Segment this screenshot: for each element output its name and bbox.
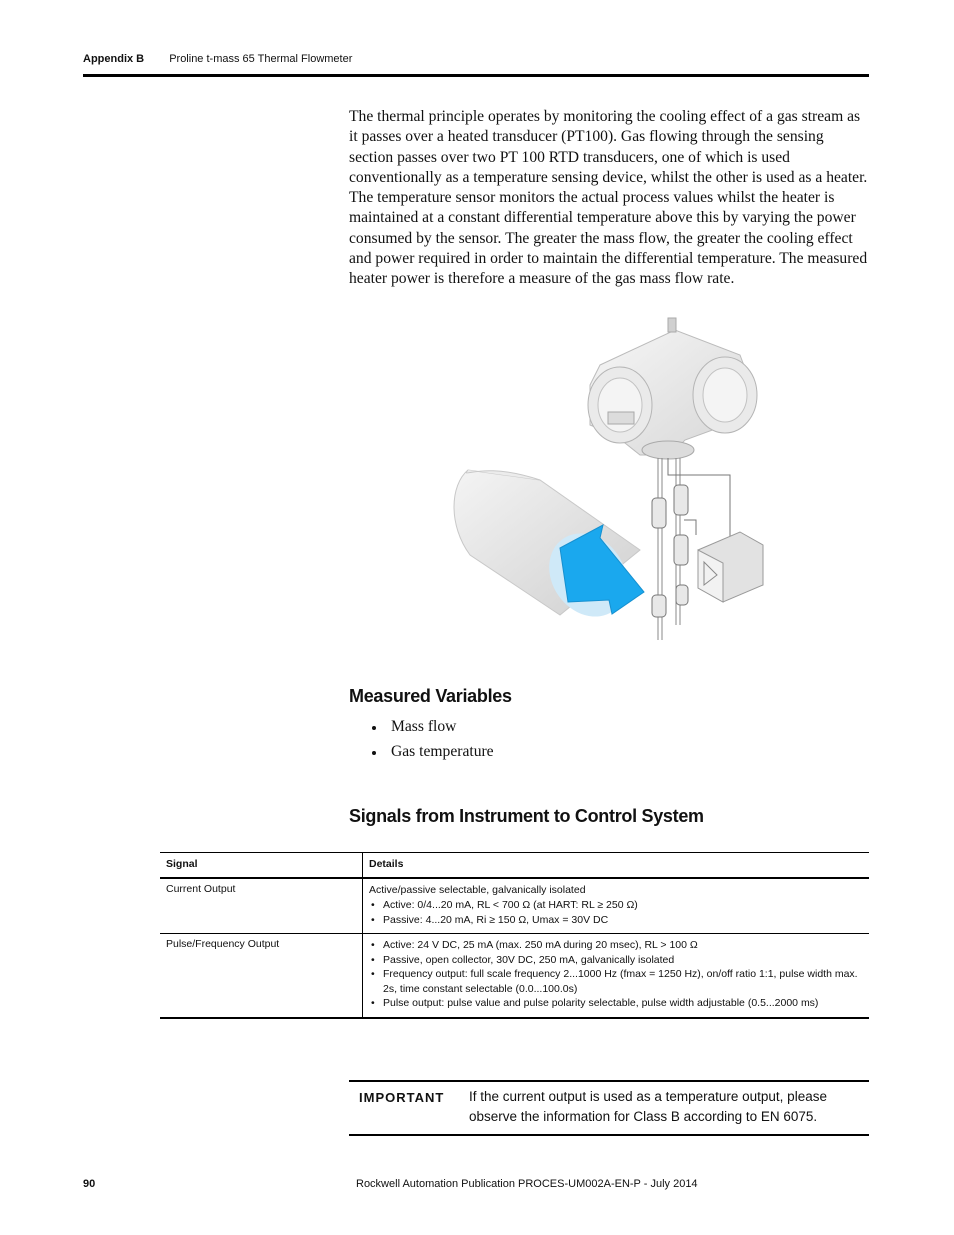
important-label: IMPORTANT bbox=[359, 1090, 445, 1105]
important-callout bbox=[349, 1080, 869, 1136]
table-row bbox=[160, 934, 869, 1019]
measured-variables-heading: Measured Variables bbox=[349, 686, 512, 706]
details-cell bbox=[363, 934, 869, 1017]
publication-footer: Rockwell Automation Publication PROCES-UM002A-EN-P - July 2014 bbox=[356, 1178, 698, 1190]
header-title: Proline t-mass 65 Thermal Flowmeter bbox=[169, 53, 353, 65]
details-cell bbox=[363, 879, 869, 933]
header-rule bbox=[83, 74, 869, 77]
signal-cell: Current Output bbox=[160, 879, 363, 933]
detail-item: • Active: 24 V DC, 25 mA (max. 250 mA during 20 msec), RL > 100 Ω bbox=[369, 938, 863, 953]
measured-variables-list bbox=[372, 716, 494, 766]
table-header-row bbox=[160, 852, 869, 879]
detail-item: • Frequency output: full scale frequency 2...1000 Hz (fmax = 1250 Hz), on/off ratio 1:1, pulse width max. 2s, time constant selectable (0.0...100.0s) bbox=[369, 967, 863, 996]
signals-heading: Signals from Instrument to Control System bbox=[349, 806, 704, 826]
table-row bbox=[160, 879, 869, 934]
transmitter-housing bbox=[588, 318, 757, 459]
detail-item: • Pulse output: pulse value and pulse polarity selectable, pulse width adjustable (0.5...2000 ms) bbox=[369, 996, 863, 1011]
detail-item: • Passive, open collector, 30V DC, 250 mA, galvanically isolated bbox=[369, 953, 863, 968]
list-item: Mass flow bbox=[372, 716, 494, 741]
page-number: 90 bbox=[83, 1178, 96, 1190]
detail-item: • Passive: 4...20 mA, Ri ≥ 150 Ω, Umax = 30V DC bbox=[369, 913, 863, 928]
details-lead: Active/passive selectable, galvanically isolated bbox=[369, 884, 586, 896]
appendix-label: Appendix B bbox=[83, 53, 145, 65]
column-header-details: Details bbox=[369, 858, 404, 870]
important-text: If the current output is used as a temperature output, please observe the information for Class B according to EN 6075. bbox=[469, 1089, 827, 1124]
intro-paragraph: The thermal principle operates by monitoring the cooling effect of a gas stream as it passes over a heated transducer (PT100). Gas flowing through the sensing section passes over two PT 100 RTD transducers, one of which is used conventionally as a temperature sensing device, whilst the other is used as a heater. The temperature sensor monitors the actual process values whilst the heater is maintained at a constant differential temperature above this by varying the power consumed by the sensor. The greater the mass flow, the greater the cooling effect and power required in order to maintain the differential temperature. The measured heater power is therefore a measure of the gas mass flow rate. bbox=[349, 108, 868, 288]
signals-table bbox=[160, 852, 869, 1019]
flowmeter-diagram-svg bbox=[440, 310, 780, 650]
list-item: Gas temperature bbox=[372, 741, 494, 766]
detail-item: • Active: 0/4...20 mA, RL < 700 Ω (at HART: RL ≥ 250 Ω) bbox=[369, 898, 863, 913]
thermal-flowmeter-illustration bbox=[440, 310, 780, 650]
running-header bbox=[83, 53, 352, 65]
control-box bbox=[698, 532, 763, 602]
signal-cell: Pulse/Frequency Output bbox=[160, 934, 363, 1017]
column-header-signal: Signal bbox=[160, 853, 363, 877]
